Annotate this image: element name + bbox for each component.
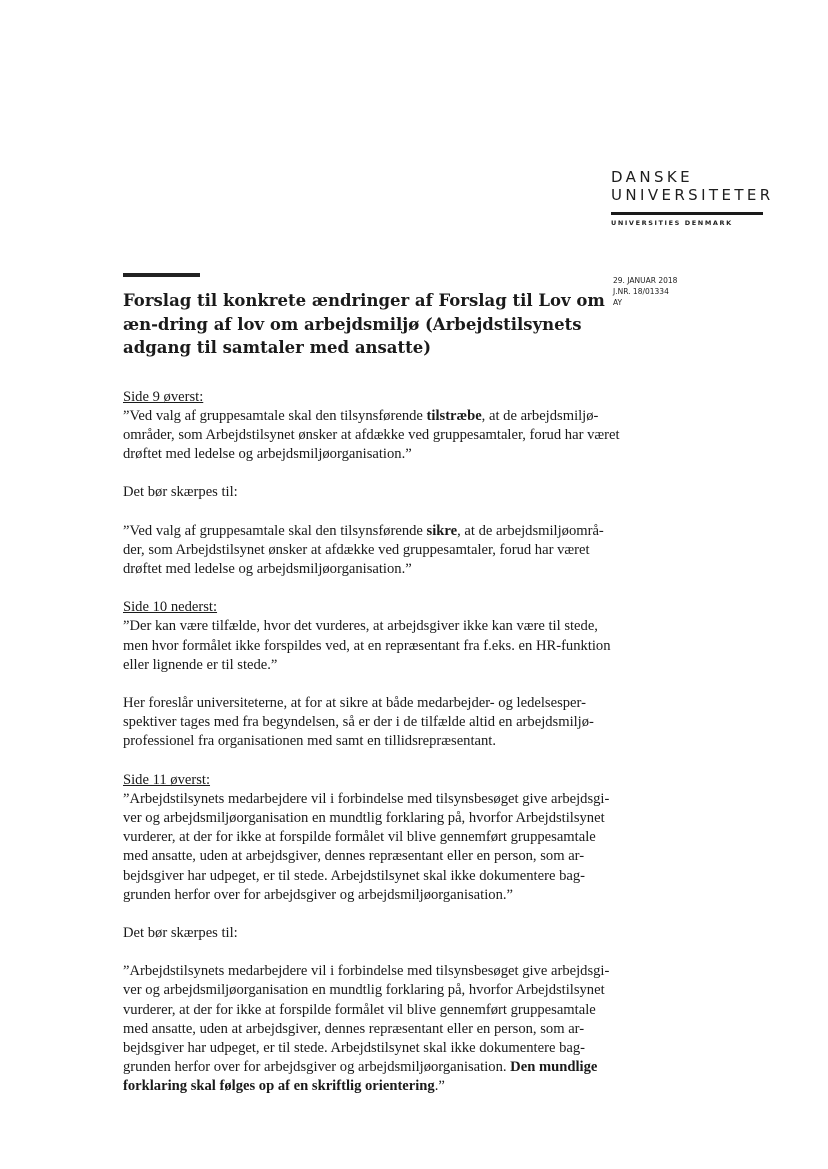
logo-divider xyxy=(611,212,763,215)
section-side-9 xyxy=(123,388,623,580)
revised-text: ”Ved valg af gruppesamtale skal den tilsynsførende xyxy=(123,522,427,539)
section-text xyxy=(123,388,623,465)
should-be-sharpened: Det bør skærpes til: xyxy=(123,924,238,941)
should-be-sharpened: Det bør skærpes til: xyxy=(123,484,238,501)
revised-quote xyxy=(123,522,623,580)
quote-text-end: , at de arbejdsmiljø-områder, som Arbejdstilsynet ønsker at afdække ved gruppesamtaler, forud har været drøftet med ledelse og arbejdsmiljøorganisation.” xyxy=(123,407,620,463)
logo-line-2: UNIVERSITETER xyxy=(611,186,774,204)
section-heading: Side 10 nederst: xyxy=(123,599,218,616)
document-title: Forslag til konkrete ændringer af Forslag til Lov om æn-dring af lov om arbejdsmiljø (Arbejdstilsynets adgang til samtaler med ansatte) xyxy=(123,291,605,357)
quote-text: ”Arbejdstilsynets medarbejdere vil i forbindelse med tilsynsbesøget give arbejdsgi-ver og arbejdsmiljøorganisation en mundtlig forklaring på, hvorfor Arbejdstilsynet vurderer, at der for ikke at forspilde formålet vil blive gennemført gruppesamtale med ansatte, uden at arbejdsgiver, dennes repræsentant eller en person, som ar-bejdsgiver har udpeget, er til stede. Arbejdstilsynet skal ikke dokumentere bag-grunden herfor over for arbejdsgiver og arbejdsmiljøorganisation.” xyxy=(123,790,610,903)
proposal-text: Her foreslår universiteterne, at for at sikre at både medarbejder- og ledelsesper-spektiver tages med fra begyndelsen, så er der i de tilfælde altid en arbejdsmiljø-professionel fra organisationen med samt en tillidsrepræsentant. xyxy=(123,694,594,750)
section-heading: Side 9 øverst: xyxy=(123,388,204,405)
danske-universiteter-logo xyxy=(611,168,774,227)
section-side-11 xyxy=(123,771,623,1097)
document-body xyxy=(123,289,623,1097)
section-heading: Side 11 øverst: xyxy=(123,771,211,788)
logo-line-1: DANSKE xyxy=(611,168,694,186)
section-text xyxy=(123,771,623,905)
quote-text: ”Der kan være tilfælde, hvor det vurderes, at arbejdsgiver ikke kan være til stede, men hvor formålet ikke forspildes ved, at en repræsentant fra f.eks. en HR-funktion eller lignende er til stede.” xyxy=(123,618,611,673)
revised-emphasis: sikre xyxy=(426,522,458,539)
section-text xyxy=(123,598,623,675)
section-side-10 xyxy=(123,598,623,751)
heading-rule xyxy=(123,273,200,277)
author-initials: AY xyxy=(613,298,623,307)
logo-subtitle: UNIVERSITIES DENMARK xyxy=(611,219,733,227)
revised-text: ”Arbejdstilsynets medarbejdere vil i forbindelse med tilsynsbesøget give arbejdsgi-ver og arbejdsmiljøorganisation en mundtlig forklaring på, hvorfor Arbejdstilsynet vurderer, at der for ikke at forspilde formålet vil blive gennemført gruppesamtale med ansatte, uden at arbejdsgiver, dennes repræsentant eller en person, som ar-bejdsgiver har udpeget, er til stede. Arbejdstilsynet skal ikke dokumentere bag-grunden herfor over for arbejdsgiver og arbejdsmiljøorganisation. xyxy=(123,963,610,1076)
journal-number: J.NR. 18/01334 xyxy=(613,287,669,296)
revised-text-end: .” xyxy=(434,1078,445,1095)
quote-emphasis: tilstræbe xyxy=(426,407,482,424)
quote-text: ”Ved valg af gruppesamtale skal den tilsynsførende xyxy=(123,407,427,424)
revised-quote xyxy=(123,962,623,1096)
revised-emphasis: Den mundlige forklaring skal følges op af en skriftlig orientering xyxy=(123,1059,598,1095)
revised-text-end: , at de arbejdsmiljøområ-der, som Arbejdstilsynet ønsker at afdække ved gruppesamtaler, forud har været drøftet med ledelse og arbejdsmiljøorganisation.” xyxy=(123,522,604,577)
document-date: 29. JANUAR 2018 xyxy=(613,276,678,285)
